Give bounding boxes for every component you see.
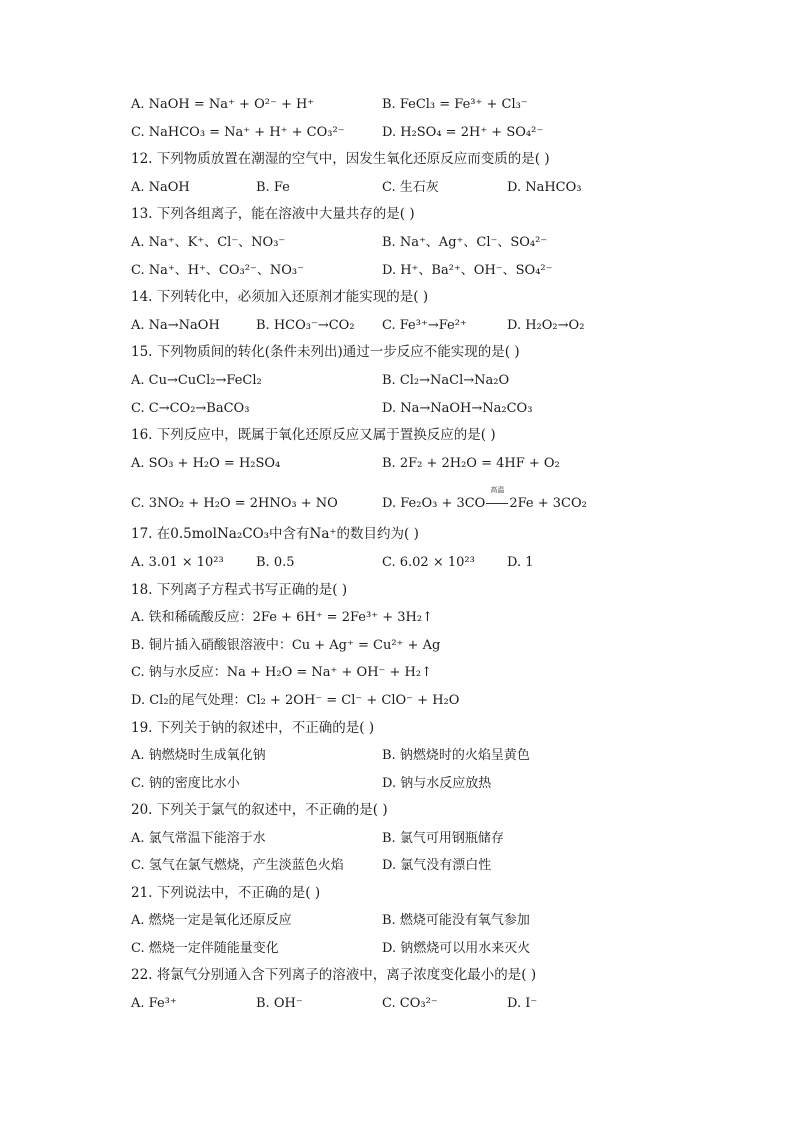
- q21-option-b[interactable]: B. 燃烧可能没有氧气参加: [382, 913, 530, 928]
- q16-option-d-right: 2Fe + 3CO₂: [509, 496, 587, 511]
- q21-options-row-1: [131, 907, 771, 934]
- q19-option-d[interactable]: D. 钠与水反应放热: [382, 776, 492, 791]
- q20-option-b[interactable]: B. 氯气可用钢瓶储存: [382, 831, 504, 846]
- q17-options: [131, 549, 771, 576]
- q16-option-b[interactable]: B. 2F₂ + 2H₂O = 4HF + O₂: [382, 456, 560, 471]
- q16-stem: 16. 下列反应中，既属于氧化还原反应又属于置换反应的是( ): [131, 427, 496, 443]
- q22-stem: 22. 将氯气分别通入含下列离子的溶液中，离子浓度变化最小的是( ): [131, 967, 537, 983]
- reaction-condition-arrow: [486, 485, 508, 509]
- q14-stem: 14. 下列转化中，必须加入还原剂才能实现的是( ): [131, 289, 429, 305]
- q18-option-a-row: [131, 604, 771, 631]
- q15-option-a[interactable]: A. Cu→CuCl₂→FeCl₂: [131, 373, 262, 388]
- q20-option-a[interactable]: A. 氯气常温下能溶于水: [131, 831, 266, 846]
- q22-option-c[interactable]: C. CO₃²⁻: [382, 996, 438, 1011]
- q20-option-d[interactable]: D. 氯气没有漂白性: [382, 858, 492, 873]
- q18-option-d[interactable]: D. Cl₂的尾气处理：Cl₂ + 2OH⁻ = Cl⁻ + ClO⁻ + H₂O: [131, 693, 460, 708]
- q16-option-d[interactable]: [382, 485, 587, 517]
- q13-option-a[interactable]: A. Na⁺、K⁺、Cl⁻、NO₃⁻: [131, 235, 286, 250]
- q19-option-b[interactable]: B. 钠燃烧时的火焰呈黄色: [382, 748, 530, 763]
- q14-option-a[interactable]: A. Na→NaOH: [131, 318, 220, 333]
- q11-option-c[interactable]: C. NaHCO₃ = Na⁺ + H⁺ + CO₃²⁻: [131, 125, 345, 140]
- q19-option-c[interactable]: C. 钠的密度比水小: [131, 776, 240, 791]
- q12-option-d[interactable]: D. NaHCO₃: [507, 180, 582, 195]
- q17-option-d[interactable]: D. 1: [507, 555, 534, 570]
- q16-options-row-1: [131, 450, 771, 477]
- q14-options: [131, 312, 771, 339]
- q22-options: [131, 990, 771, 1017]
- q18-option-c-row: [131, 659, 771, 686]
- q20-stem: 20. 下列关于氯气的叙述中，不正确的是( ): [131, 802, 388, 818]
- q22-option-b[interactable]: B. OH⁻: [256, 996, 303, 1011]
- q13-options-row-1: [131, 229, 771, 256]
- q15-option-d[interactable]: D. Na→NaOH→Na₂CO₃: [382, 401, 533, 416]
- q14-option-c[interactable]: C. Fe³⁺→Fe²⁺: [382, 318, 467, 333]
- q18-option-c[interactable]: C. 钠与水反应：Na + H₂O = Na⁺ + OH⁻ + H₂↑: [131, 665, 432, 680]
- q13-stem: 13. 下列各组离子，能在溶液中大量共存的是( ): [131, 206, 415, 222]
- q11-options-row-2: [131, 119, 771, 146]
- q18-stem: 18. 下列离子方程式书写正确的是( ): [131, 582, 348, 598]
- q15-stem: 15. 下列物质间的转化(条件未列出)通过一步反应不能实现的是( ): [131, 344, 520, 360]
- q17-option-c[interactable]: C. 6.02 × 10²³: [382, 555, 475, 570]
- q13-option-d[interactable]: D. H⁺、Ba²⁺、OH⁻、SO₄²⁻: [382, 263, 553, 278]
- q15-options-row-2: [131, 395, 771, 422]
- q16-option-c[interactable]: C. 3NO₂ + H₂O = 2HNO₃ + NO: [131, 496, 338, 511]
- q19-options-row-2: [131, 770, 771, 797]
- q17-stem: 17. 在0.5molNa₂CO₃中含有Na⁺的数目约为( ): [131, 526, 419, 542]
- q17-option-a[interactable]: A. 3.01 × 10²³: [131, 555, 224, 570]
- q21-option-c[interactable]: C. 燃烧一定伴随能量变化: [131, 941, 279, 956]
- q15-options-row-1: [131, 367, 771, 394]
- q12-option-c[interactable]: C. 生石灰: [382, 180, 439, 195]
- q19-option-a[interactable]: A. 钠燃烧时生成氧化钠: [131, 748, 266, 763]
- q19-options-row-1: [131, 742, 771, 769]
- q12-option-b[interactable]: B. Fe: [256, 180, 290, 195]
- q15-option-b[interactable]: B. Cl₂→NaCl→Na₂O: [382, 373, 510, 388]
- q11-option-b[interactable]: B. FeCl₃ = Fe³⁺ + Cl₃⁻: [382, 97, 528, 112]
- q19-stem: 19. 下列关于钠的叙述中，不正确的是( ): [131, 720, 375, 736]
- q13-options-row-2: [131, 257, 771, 284]
- q21-option-a[interactable]: A. 燃烧一定是氧化还原反应: [131, 913, 292, 928]
- q20-options-row-1: [131, 825, 771, 852]
- q13-option-c[interactable]: C. Na⁺、H⁺、CO₃²⁻、NO₃⁻: [131, 263, 304, 278]
- q11-option-d[interactable]: D. H₂SO₄ = 2H⁺ + SO₄²⁻: [382, 125, 544, 140]
- q18-option-d-row: [131, 687, 771, 714]
- q13-option-b[interactable]: B. Na⁺、Ag⁺、Cl⁻、SO₄²⁻: [382, 235, 548, 250]
- q16-option-d-left: D. Fe₂O₃ + 3CO: [382, 496, 486, 511]
- q18-option-b[interactable]: B. 铜片插入硝酸银溶液中：Cu + Ag⁺ = Cu²⁺ + Ag: [131, 638, 441, 653]
- q22-option-d[interactable]: D. I⁻: [507, 996, 538, 1011]
- q12-options: [131, 174, 771, 201]
- q14-option-b[interactable]: B. HCO₃⁻→CO₂: [256, 318, 355, 333]
- q21-stem: 21. 下列说法中，不正确的是( ): [131, 885, 321, 901]
- q20-option-c[interactable]: C. 氢气在氯气燃烧，产生淡蓝色火焰: [131, 858, 344, 873]
- q16-options-row-2: [131, 485, 771, 517]
- q20-options-row-2: [131, 852, 771, 879]
- q15-option-c[interactable]: C. C→CO₂→BaCO₃: [131, 401, 250, 416]
- q14-option-d[interactable]: D. H₂O₂→O₂: [507, 318, 585, 333]
- q12-option-a[interactable]: A. NaOH: [131, 180, 190, 195]
- q18-option-a[interactable]: A. 铁和稀硫酸反应：2Fe + 6H⁺ = 2Fe³⁺ + 3H₂↑: [131, 610, 433, 625]
- q16-option-a[interactable]: A. SO₃ + H₂O = H₂SO₄: [131, 456, 281, 471]
- q12-stem: 12. 下列物质放置在潮湿的空气中，因发生氧化还原反应而变质的是( ): [131, 151, 550, 167]
- q21-option-d[interactable]: D. 钠燃烧可以用水来灭火: [382, 941, 531, 956]
- reaction-condition: 高温: [490, 485, 505, 494]
- q18-option-b-row: [131, 632, 771, 659]
- q11-option-a[interactable]: A. NaOH = Na⁺ + O²⁻ + H⁺: [131, 97, 315, 112]
- q17-option-b[interactable]: B. 0.5: [256, 555, 295, 570]
- q22-option-a[interactable]: A. Fe³⁺: [131, 996, 177, 1011]
- q21-options-row-2: [131, 935, 771, 962]
- q11-options-row-1: [131, 91, 771, 118]
